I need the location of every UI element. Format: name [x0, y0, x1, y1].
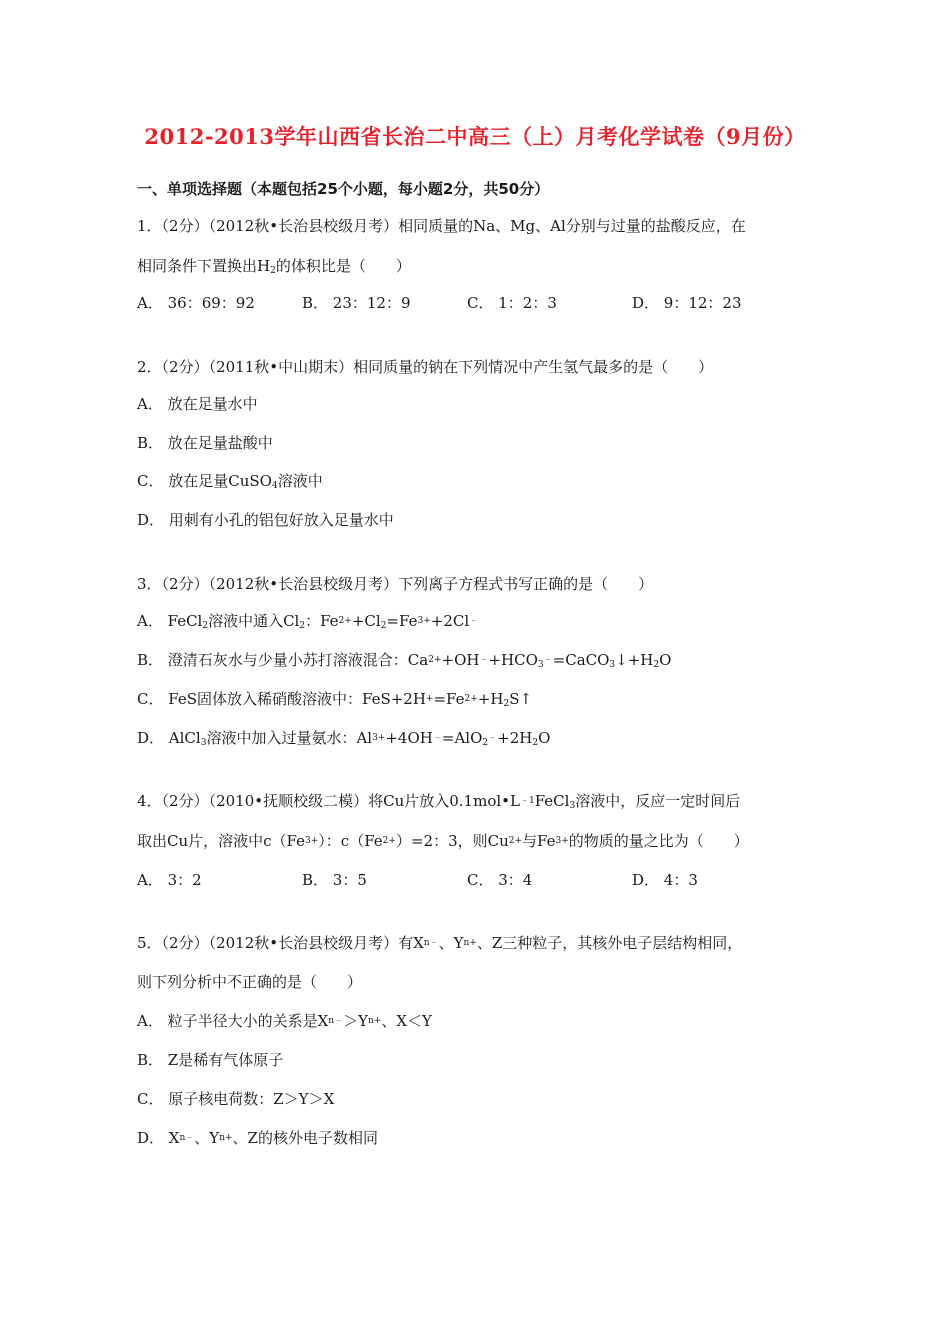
q2-option-b[interactable]: B． 放在足量盐酸中	[137, 434, 273, 452]
q4-option-d[interactable]: D． 4：3	[632, 871, 698, 889]
q3-option-b[interactable]: B． 澄清石灰水与少量小苏打溶液混合：$Ca^{2+}+OH^﹣+HCO_3^﹣=CaCO_3↓+H_2O$	[137, 651, 672, 670]
q1-option-a[interactable]: A． 36：69：92	[137, 294, 255, 312]
q2-option-d[interactable]: D． 用刺有小孔的铝包好放入足量水中	[137, 511, 394, 529]
q5-option-b[interactable]: B． Z是稀有气体原子	[137, 1051, 284, 1069]
q2-stem: 2．（2分）（2011秋•中山期末）相同质量的钠在下列情况中产生氢气最多的是（ ）	[137, 358, 714, 376]
page-title: 2012-2013学年山西省长治二中高三（上）月考化学试卷（9月份）	[144, 124, 806, 149]
q4-stem-line2: 取出Cu片，溶液中$c(Fe^{3+})$：$c(Fe^{2+})=2$：3，则$Cu^{2+}$与$Fe^{3+}$的物质的量之比为（ ）	[137, 832, 749, 850]
q1-option-b[interactable]: B． 23：12：9	[302, 294, 411, 312]
q4-stem-line1: 4．（2分）（2010•抚顺校级二模）将Cu片放入$0.1mol•L^{﹣1}FeCl_3$溶液中，反应一定时间后	[137, 792, 741, 811]
q1-option-d[interactable]: D． 9：12：23	[632, 294, 742, 312]
q1-option-c[interactable]: C． 1：2：3	[467, 294, 557, 312]
q1-stem-line1: 1．（2分）（2012秋•长治县校级月考）相同质量的Na、Mg、Al分别与过量的盐酸反应，在	[137, 217, 746, 235]
q4-option-b[interactable]: B． 3：5	[302, 871, 367, 889]
q4-option-c[interactable]: C． 3：4	[467, 871, 533, 889]
q2-option-c[interactable]: C． 放在足量CuSO$_4$溶液中	[137, 472, 323, 491]
q4-option-a[interactable]: A． 3：2	[137, 871, 202, 889]
q3-option-a[interactable]: A． FeCl$_2$溶液中通入$Cl_2$：$Fe^{2+}+Cl_2=Fe^{3+}+2Cl^﹣$	[137, 612, 479, 631]
section-heading: 一、单项选择题（本题包括25个小题，每小题2分，共50分）	[137, 180, 550, 198]
q5-option-c[interactable]: C． 原子核电荷数：Z＞Y＞X	[137, 1090, 335, 1108]
q5-option-d[interactable]: D． $X^{n﹣}$、$Y^{n+}$、Z的核外电子数相同	[137, 1129, 378, 1147]
q5-stem-line1: 5．（2分）（2012秋•长治县校级月考）有$X^{n﹣}$、$Y^{n+}$、Z三种粒子，其核外电子层结构相同，	[137, 934, 743, 952]
q5-option-a[interactable]: A． 粒子半径大小的关系是$X^{n﹣}>Y^{n+}$、X＜Y	[137, 1012, 432, 1030]
q1-stem-line2: 相同条件下置换出$H_2$的体积比是（ ）	[137, 257, 411, 276]
q2-option-a[interactable]: A． 放在足量水中	[137, 395, 258, 413]
q5-stem-line2: 则下列分析中不正确的是（ ）	[137, 973, 363, 991]
q3-stem: 3．（2分）（2012秋•长治县校级月考）下列离子方程式书写正确的是（ ）	[137, 575, 654, 593]
q3-option-c[interactable]: C． FeS固体放入稀硝酸溶液中：$FeS+2H^+=Fe^{2+}+H_2S↑$	[137, 690, 533, 709]
q3-option-d[interactable]: D． AlCl$_3$溶液中加入过量氨水：$Al^{3+}+4OH^﹣=AlO_2^﹣+2H_2O$	[137, 729, 551, 748]
